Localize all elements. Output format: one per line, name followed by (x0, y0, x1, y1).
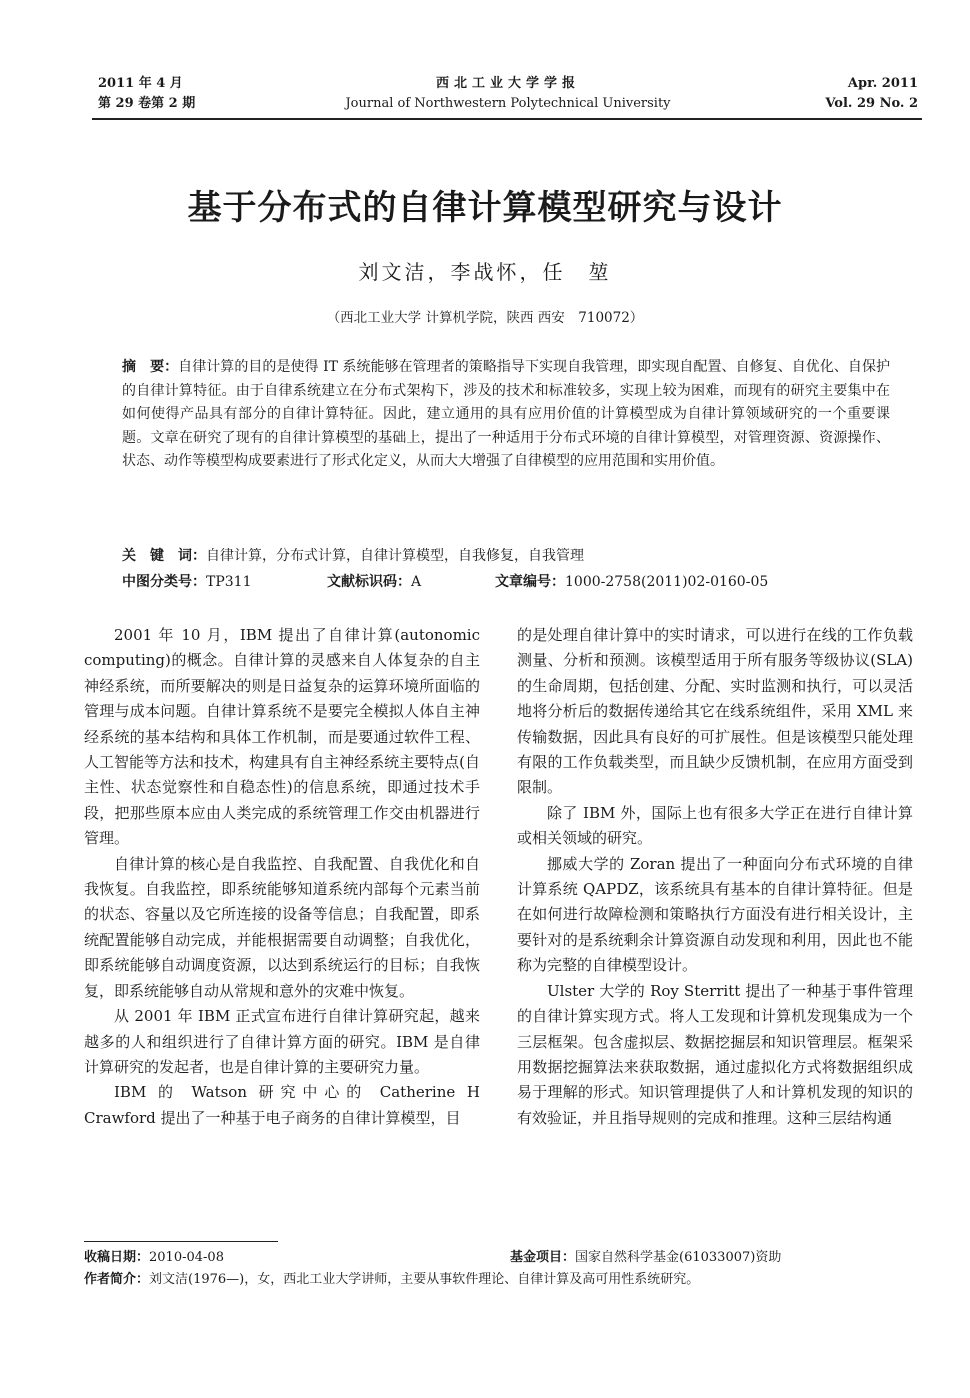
article-no-label: 文章编号： (495, 574, 565, 590)
received-label: 收稿日期： (84, 1250, 150, 1265)
body-paragraph: IBM 的 Watson 研究中心的 Catherine H Crawford 提出了一种基于电子商务的自律计算模型，目 (84, 1083, 480, 1127)
received-date (84, 1248, 224, 1268)
author-bio-value: 刘文洁(1976—)，女，西北工业大学讲师，主要从事软件理论、自律计算及高可用性系统研究。 (149, 1272, 700, 1287)
header-right (825, 74, 918, 114)
abstract (122, 356, 890, 474)
body-paragraph: 除了 IBM 外，国际上也有很多大学正在进行自律计算或相关领域的研究。 (517, 803, 913, 848)
author-bio-label: 作者简介： (84, 1272, 150, 1287)
journal-name-cn: 西北工业大学学报 (435, 76, 580, 91)
authors: 刘文洁，李战怀，任 堃 (358, 260, 612, 284)
fund-value: 国家自然科学基金(61033007)资助 (575, 1250, 782, 1265)
keywords (122, 544, 902, 568)
footnote-rule (84, 1241, 278, 1242)
running-header (98, 74, 918, 114)
body-paragraph: 的是处理自律计算中的实时请求，可以进行在线的工作负载测量、分析和预测。该模型适用于所有服务等级协议(SLA)的生命周期，包括创建、分配、实时监测和执行，可以灵活地将分析后的数据传递给其它在线系统组件，采用 XML 来传输数据，因此具有良好的可扩展性。但是该模型只能处理有限的工作负载类型，而且缺少反馈机制，在应用方面受到限制。 (517, 626, 913, 797)
body-paragraph: 2001 年 10 月，IBM 提出了自律计算(autonomic computing)的概念。自律计算的灵感来自人体复杂的自主神经系统，而所要解决的则是日益复杂的运算环境所面临的管理与成本问题。自律计算系统不是要完全模拟人体自主神经系统的基本结构和具体工作机制，而是要通过软件工程、人工智能等方法和技术，构建具有自主神经系统主要特点(自主性、状态觉察性和自稳态性)的信息系统，即通过技术手段，把那些原本应由人类完成的系统管理工作交由机器进行管理。 (84, 626, 480, 848)
paper-title: 基于分布式的自律计算模型研究与设计 (187, 188, 783, 228)
body-column-left (84, 623, 480, 1131)
volume-issue: 第 29 卷第 2 期 (98, 96, 196, 111)
header-center (98, 74, 918, 114)
header-rule (92, 118, 922, 120)
volume-issue-en: Vol. 29 No. 2 (825, 96, 918, 111)
keywords-text: 自律计算，分布式计算，自律计算模型，自我修复，自我管理 (206, 548, 584, 564)
clc-label: 中图分类号： (122, 574, 206, 590)
issue-date-en: Apr. 2011 (847, 76, 918, 91)
author-bio (84, 1270, 699, 1290)
body-paragraph: Ulster 大学的 Roy Sterritt 提出了一种基于事件管理的自律计算实现方式。将人工发现和计算机发现集成为一个三层框架。包含虚拟层、数据挖掘层和知识管理层。框架采用数据挖掘算法来获取数据，通过虚拟化方式将数据组织成易于理解的形式。知识管理提供了人和计算机发现的知识的有效验证，并且指导规则的完成和推理。这种三层结构通 (517, 981, 913, 1127)
article-no-value: 1000-2758(2011)02-0160-05 (565, 574, 769, 590)
received-value: 2010-04-08 (149, 1250, 224, 1265)
doc-code-label: 文献标识码： (327, 574, 411, 590)
fund-note (510, 1248, 781, 1268)
journal-name-en: Journal of Northwestern Polytechnical University (345, 96, 671, 111)
keywords-label: 关 键 词： (122, 548, 206, 564)
doc-code-value: A (411, 574, 422, 590)
classification-line (122, 570, 902, 594)
clc-value: TP311 (206, 574, 252, 590)
affiliation: （西北工业大学 计算机学院，陕西 西安 710072） (326, 310, 644, 326)
fund-label: 基金项目： (510, 1250, 576, 1265)
body-paragraph: 自律计算的核心是自我监控、自我配置、自我优化和自我恢复。自我监控，即系统能够知道系统内部每个元素当前的状态、容量以及它所连接的设备等信息；自我配置，即系统配置能够自动完成，并能根据需要自动调整；自我优化，即系统能够自动调度资源，以达到系统运行的目标；自我恢复，即系统能够自动从常规和意外的灾难中恢复。 (84, 854, 480, 1000)
body-column-right (517, 623, 913, 1131)
issue-date: 2011 年 4 月 (98, 76, 183, 91)
abstract-text: 自律计算的目的是使得 IT 系统能够在管理者的策略指导下实现自我管理，即实现自配置、自修复、自优化、自保护的自律计算特征。由于自律系统建立在分布式架构下，涉及的技术和标准较多，实现上较为困难，而现有的研究主要集中在如何使得产品具有部分的自律计算特征。因此，建立通用的具有应用价值的计算模型成为自律计算领域研究的一个重要课题。文章在研究了现有的自律计算模型的基础上，提出了一种适用于分布式环境的自律计算模型，对管理资源、资源操作、状态、动作等模型构成要素进行了形式化定义，从而大大增强了自律模型的应用范围和实用价值。 (122, 359, 891, 469)
body-paragraph: 从 2001 年 IBM 正式宣布进行自律计算研究起，越来越多的人和组织进行了自律计算方面的研究。IBM 是自律计算研究的发起者，也是自律计算的主要研究力量。 (84, 1007, 480, 1076)
body-paragraph: 挪威大学的 Zoran 提出了一种面向分布式环境的自律计算系统 QAPDZ，该系统具有基本的自律计算特征。但是在如何进行故障检测和策略执行方面没有进行相关设计，主要针对的是系统剩余计算资源自动发现和利用，因此也不能称为完整的自律模型设计。 (517, 854, 913, 975)
abstract-label: 摘 要： (122, 359, 179, 375)
